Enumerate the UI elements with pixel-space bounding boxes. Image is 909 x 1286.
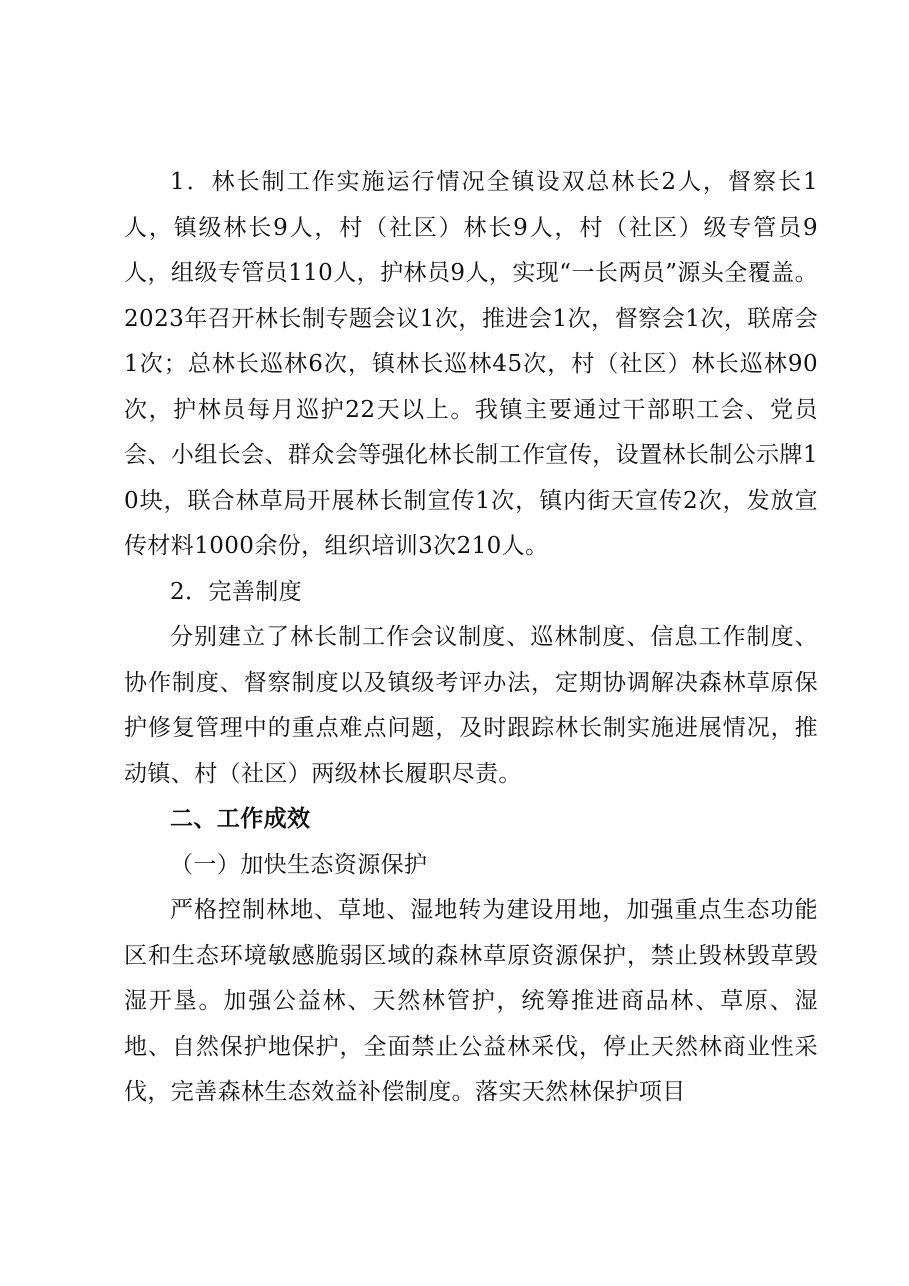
paragraph-improve-system-title: 2．完善制度 <box>170 578 303 605</box>
paragraph-ecological-protection: 严格控制林地、草地、湿地转为建设用地，加强重点生态功能区和生态环境敏感脆弱区域的森林草原资源保护，禁止毁林毁草毁湿开垦。加强公益林、天然林管护，统筹推进商品林、草原、湿地、自然保护地保护，全面禁止公益林采伐，停止天然林商业性采伐，完善森林生态效益补偿制度。落实天然林保护项目 <box>124 897 818 1105</box>
document-body <box>124 160 818 1116</box>
paragraph-forest-chief-implementation: 1．林长制工作实施运行情况全镇设双总林长2人，督察长1人，镇级林长9人，村（社区）林长9人，村（社区）级专管员9人，组级专管员110人，护林员9人，实现“一长两员”源头全覆盖。2023年召开林长制专题会议1次，推进会1次，督察会1次，联席会1次；总林长巡林6次，镇林长巡林45次，村（社区）林长巡林90次，护林员每月巡护22天以上。我镇主要通过干部职工会、党员会、小组长会、群众会等强化林长制工作宣传，设置林长制公示牌10块，联合林草局开展林长制宣传1次，镇内街天宣传2次，发放宣传材料1000余份，组织培训3次210人。 <box>124 169 818 559</box>
subsection-heading-ecological-protection: （一）加快生态资源保护 <box>170 851 428 878</box>
paragraph-system-details: 分别建立了林长制工作会议制度、巡林制度、信息工作制度、协作制度、督察制度以及镇级考评办法，定期协调解决森林草原保护修复管理中的重点难点问题，及时跟踪林长制实施进展情况，推动镇、村（社区）两级林长履职尽责。 <box>124 624 818 787</box>
section-heading-work-results: 二、工作成效 <box>170 806 311 832</box>
